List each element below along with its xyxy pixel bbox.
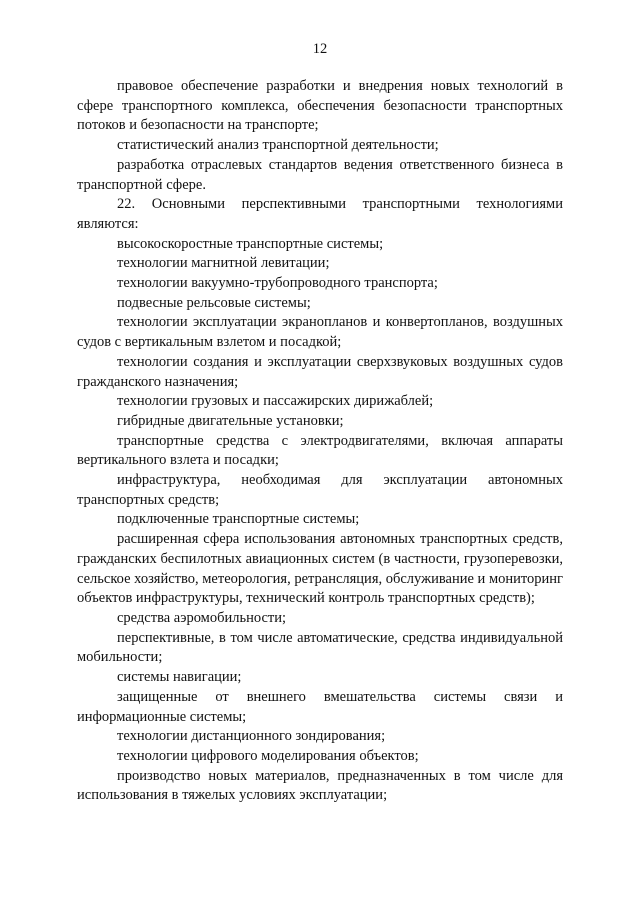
list-item: технологии грузовых и пассажирских дирижаблей; (117, 393, 434, 410)
list-item: технологии создания и эксплуатации сверхзвуковых воздушных судов гражданского назначения; (77, 353, 563, 390)
document-body (77, 77, 563, 806)
list-item: гибридные двигательные установки; (117, 412, 344, 429)
list-item: защищенные от внешнего вмешательства системы связи и информационные системы; (77, 688, 563, 725)
list-item: транспортные средства с электродвигателями, включая аппараты вертикального взлета и посадки; (77, 432, 563, 469)
list-item: инфраструктура, необходимая для эксплуатации автономных транспортных средств; (77, 472, 563, 508)
list-item: технологии цифрового моделирования объектов; (117, 747, 419, 764)
section-heading-paragraph: 22. Основными перспективными транспортными технологиями являются: (77, 196, 563, 232)
list-item: перспективные, в том числе автоматические, средства индивидуальной мобильности; (77, 629, 563, 666)
list-item: подключенные транспортные системы; (117, 511, 360, 528)
paragraph: разработка отраслевых стандартов ведения ответственного бизнеса в транспортной сфере. (77, 156, 563, 193)
list-item: технологии магнитной левитации; (117, 255, 330, 272)
list-item: производство новых материалов, предназначенных в том числе для использования в тяжелых условиях эксплуатации; (77, 767, 563, 804)
list-item: системы навигации; (117, 669, 242, 686)
paragraph: статистический анализ транспортной деятельности; (117, 137, 439, 154)
page-number: 12 (312, 41, 328, 57)
list-item: технологии вакуумно-трубопроводного транспорта; (117, 275, 438, 292)
list-item: технологии эксплуатации экранопланов и конвертопланов, воздушных судов с вертикальным взлетом и посадкой; (77, 314, 563, 351)
list-item: подвесные рельсовые системы; (117, 294, 311, 311)
list-item: расширенная сфера использования автономных транспортных средств, гражданских беспилотных авиационных систем (в частности, грузоперевозки, сельское хозяйство, метеорология, ретрансляция, обслуживание и мониторинг объектов инфраструктуры, технический контроль транспортных средств); (77, 531, 563, 607)
list-item: средства аэромобильности; (117, 609, 287, 626)
paragraph: правовое обеспечение разработки и внедрения новых технологий в сфере транспортного комплекса, обеспечения безопасности транспортных потоков и безопасности на транспорте; (77, 78, 563, 134)
list-item: высокоскоростные транспортные системы; (117, 235, 384, 252)
list-item: технологии дистанционного зондирования; (117, 728, 386, 745)
